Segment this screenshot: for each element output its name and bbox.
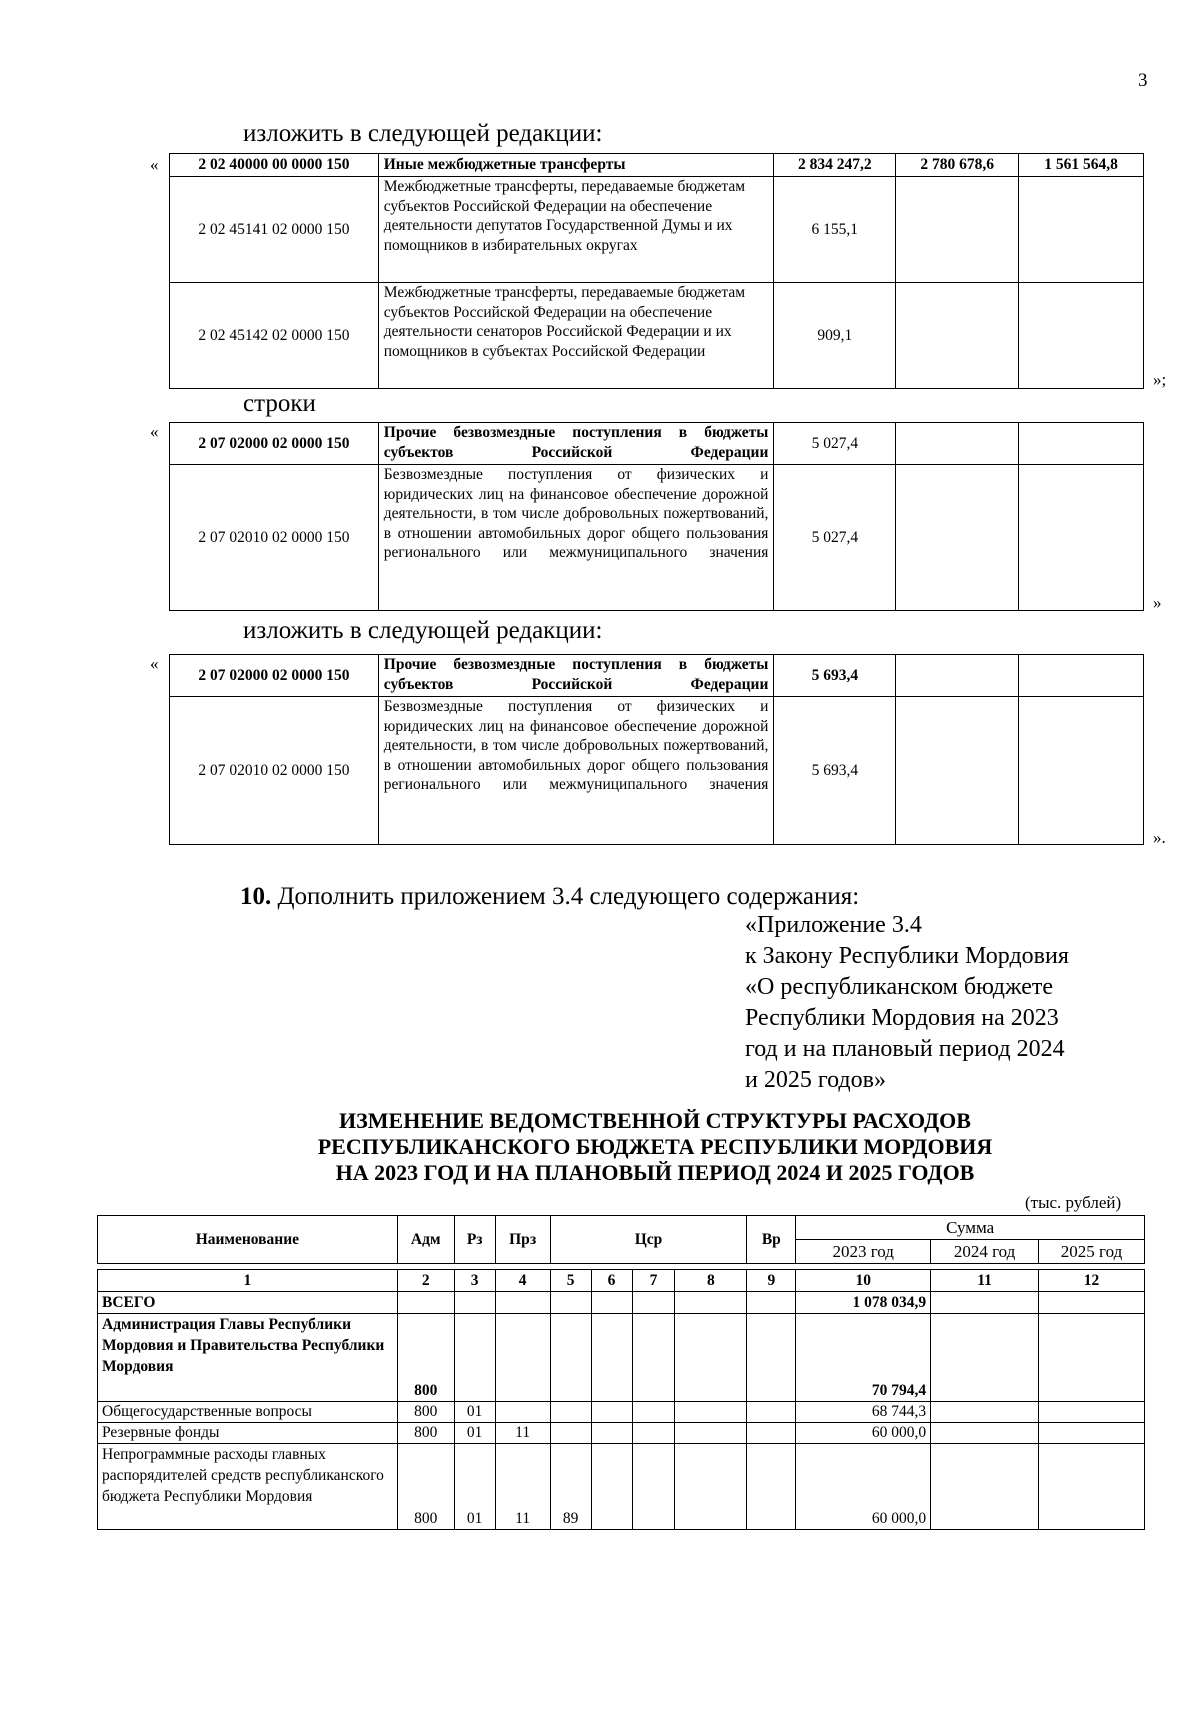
cell-adm: 800 — [397, 1314, 454, 1402]
col-number: 7 — [632, 1270, 675, 1292]
cell-name: Межбюджетные трансферты, передаваемые бюджетам субъектов Российской Федерации на обеспечение деятельности депутатов Государственной Думы и их помощников в избирательных округах — [378, 177, 774, 283]
cell-2023: 68 744,3 — [796, 1402, 931, 1423]
cell-2025 — [1039, 1314, 1145, 1402]
cell-value-3 — [1019, 697, 1144, 845]
table-row — [170, 154, 1144, 177]
cell-rz — [454, 1292, 495, 1314]
cell-rz: 01 — [454, 1423, 495, 1444]
table-row — [170, 655, 1144, 697]
cell-name: Прочие безвозмездные поступления в бюджеты субъектов Российской Федерации — [378, 423, 774, 465]
cell-rz — [454, 1314, 495, 1402]
cell-csr-3 — [632, 1292, 675, 1314]
cell-2023: 60 000,0 — [796, 1423, 931, 1444]
cell-2023: 60 000,0 — [796, 1444, 931, 1530]
cell-csr-2 — [591, 1292, 632, 1314]
annex-line: Республики Мордовия на 2023 — [745, 1005, 1059, 1031]
cell-csr-2 — [591, 1402, 632, 1423]
header-2024: 2024 год — [931, 1240, 1039, 1264]
cell-name: Непрограммные расходы главных распорядителей средств республиканского бюджета Республики Мордовия — [98, 1444, 398, 1530]
cell-rz: 01 — [454, 1444, 495, 1530]
cell-vr — [747, 1444, 796, 1530]
table-row — [170, 465, 1144, 611]
annex-line: и 2025 годов» — [745, 1067, 886, 1093]
col-number: 5 — [550, 1270, 591, 1292]
header-sum: Сумма — [796, 1216, 1145, 1240]
header-row — [98, 1216, 1145, 1240]
header-vr: Вр — [747, 1216, 796, 1264]
cell-code: 2 02 45142 02 0000 150 — [170, 283, 379, 389]
table-row — [170, 283, 1144, 389]
cell-csr-1: 89 — [550, 1444, 591, 1530]
cell-prz: 11 — [495, 1444, 550, 1530]
cell-vr — [747, 1402, 796, 1423]
cell-value-2 — [896, 465, 1019, 611]
cell-csr-2 — [591, 1444, 632, 1530]
cell-2024 — [931, 1444, 1039, 1530]
table-row — [98, 1292, 1145, 1314]
cell-vr — [747, 1292, 796, 1314]
cell-vr — [747, 1314, 796, 1402]
cell-csr-1 — [550, 1423, 591, 1444]
col-number: 8 — [675, 1270, 747, 1292]
cell-csr-3 — [632, 1444, 675, 1530]
cell-csr-4 — [675, 1423, 747, 1444]
header-rz: Рз — [454, 1216, 495, 1264]
cell-value-2 — [896, 177, 1019, 283]
cell-name: Общегосударственные вопросы — [98, 1402, 398, 1423]
page-number: 3 — [1138, 70, 1148, 91]
quote-open-1: « — [150, 155, 159, 174]
cell-value-1: 5 027,4 — [774, 423, 896, 465]
cell-csr-4 — [675, 1292, 747, 1314]
annex-line: «Приложение 3.4 — [745, 912, 922, 938]
quote-open-3: « — [150, 654, 159, 673]
cell-name: Прочие безвозмездные поступления в бюджеты субъектов Российской Федерации — [378, 655, 774, 697]
heading-lines: строки — [243, 390, 316, 417]
quote-open-2: « — [150, 422, 159, 441]
cell-2024 — [931, 1292, 1039, 1314]
cell-value-3: 1 561 564,8 — [1019, 154, 1144, 177]
cell-code: 2 07 02000 02 0000 150 — [170, 423, 379, 465]
heading-new-edition-2: изложить в следующей редакции: — [243, 617, 603, 644]
cell-value-3 — [1019, 177, 1144, 283]
cell-2024 — [931, 1423, 1039, 1444]
header-csr: Цср — [550, 1216, 747, 1264]
cell-2023: 70 794,4 — [796, 1314, 931, 1402]
col-number: 10 — [796, 1270, 931, 1292]
cell-code: 2 02 40000 00 0000 150 — [170, 154, 379, 177]
cell-adm: 800 — [397, 1444, 454, 1530]
cell-value-3 — [1019, 423, 1144, 465]
col-number: 9 — [747, 1270, 796, 1292]
cell-name: Безвозмездные поступления от физических и юридических лиц на финансовое обеспечение дорожной деятельности, в том числе добровольных пожертвований, в отношении автомобильных дорог общего пользования регионального или межмуниципального значения — [378, 697, 774, 845]
item-10-text: Дополнить приложением 3.4 следующего содержания: — [277, 883, 860, 910]
quote-close-3: ». — [1153, 828, 1166, 847]
cell-2025 — [1039, 1423, 1145, 1444]
cell-value-3 — [1019, 465, 1144, 611]
annex-title — [160, 1108, 1150, 1186]
cell-prz — [495, 1292, 550, 1314]
col-number: 1 — [98, 1270, 398, 1292]
cell-2024 — [931, 1402, 1039, 1423]
col-number: 6 — [591, 1270, 632, 1292]
col-number: 4 — [495, 1270, 550, 1292]
quote-close-2: » — [1153, 593, 1162, 612]
header-adm: Адм — [397, 1216, 454, 1264]
cell-csr-2 — [591, 1314, 632, 1402]
units-label: (тыс. рублей) — [1025, 1193, 1122, 1212]
cell-csr-3 — [632, 1423, 675, 1444]
cell-value-1: 2 834 247,2 — [774, 154, 896, 177]
cell-name: Межбюджетные трансферты, передаваемые бюджетам субъектов Российской Федерации на обеспечение деятельности сенаторов Российской Федерации и их помощников в субъектах Российской Федерации — [378, 283, 774, 389]
cell-value-3 — [1019, 655, 1144, 697]
cell-value-3 — [1019, 283, 1144, 389]
item-10-number: 10. — [240, 883, 272, 910]
col-number: 2 — [397, 1270, 454, 1292]
cell-adm: 800 — [397, 1423, 454, 1444]
cell-value-2: 2 780 678,6 — [896, 154, 1019, 177]
cell-value-2 — [896, 283, 1019, 389]
annex-line: год и на плановый период 2024 — [745, 1036, 1065, 1062]
cell-value-2 — [896, 655, 1019, 697]
table-donations-new — [169, 654, 1144, 845]
table-row — [170, 177, 1144, 283]
cell-vr — [747, 1423, 796, 1444]
cell-prz — [495, 1314, 550, 1402]
header-2025: 2025 год — [1039, 1240, 1145, 1264]
cell-csr-3 — [632, 1314, 675, 1402]
cell-prz: 11 — [495, 1423, 550, 1444]
col-number: 12 — [1039, 1270, 1145, 1292]
cell-2025 — [1039, 1402, 1145, 1423]
annex-block — [745, 910, 1069, 1096]
col-number: 3 — [454, 1270, 495, 1292]
cell-name: ВСЕГО — [98, 1292, 398, 1314]
cell-rz: 01 — [454, 1402, 495, 1423]
table-row — [98, 1402, 1145, 1423]
cell-value-1: 6 155,1 — [774, 177, 896, 283]
cell-csr-2 — [591, 1423, 632, 1444]
cell-csr-1 — [550, 1292, 591, 1314]
table-budget-structure — [97, 1215, 1145, 1530]
cell-2025 — [1039, 1292, 1145, 1314]
cell-code: 2 07 02010 02 0000 150 — [170, 465, 379, 611]
cell-value-1: 5 027,4 — [774, 465, 896, 611]
table-row — [98, 1444, 1145, 1530]
cell-2025 — [1039, 1444, 1145, 1530]
cell-name: Администрация Главы Республики Мордовия и Правительства Республики Мордовия — [98, 1314, 398, 1402]
cell-value-2 — [896, 423, 1019, 465]
cell-name: Резервные фонды — [98, 1423, 398, 1444]
cell-code: 2 02 45141 02 0000 150 — [170, 177, 379, 283]
cell-name: Безвозмездные поступления от физических и юридических лиц на финансовое обеспечение дорожной деятельности, в том числе добровольных пожертвований, в отношении автомобильных дорог общего пользования регионального или межмуниципального значения — [378, 465, 774, 611]
cell-adm — [397, 1292, 454, 1314]
table-transfers — [169, 153, 1144, 389]
cell-csr-4 — [675, 1444, 747, 1530]
cell-value-1: 909,1 — [774, 283, 896, 389]
annex-title-line: НА 2023 ГОД И НА ПЛАНОВЫЙ ПЕРИОД 2024 И 2025 ГОДОВ — [335, 1160, 975, 1185]
heading-new-edition-1: изложить в следующей редакции: — [243, 120, 603, 147]
table-row — [170, 697, 1144, 845]
cell-csr-3 — [632, 1402, 675, 1423]
header-2023: 2023 год — [796, 1240, 931, 1264]
cell-2024 — [931, 1314, 1039, 1402]
annex-title-line: РЕСПУБЛИКАНСКОГО БЮДЖЕТА РЕСПУБЛИКИ МОРДОВИЯ — [317, 1134, 993, 1159]
table-donations-old — [169, 422, 1144, 611]
header-name: Наименование — [98, 1216, 398, 1264]
cell-name: Иные межбюджетные трансферты — [378, 154, 774, 177]
cell-csr-1 — [550, 1402, 591, 1423]
cell-value-1: 5 693,4 — [774, 697, 896, 845]
header-prz: Прз — [495, 1216, 550, 1264]
table-row — [98, 1423, 1145, 1444]
quote-close-1: »; — [1153, 370, 1167, 389]
cell-value-1: 5 693,4 — [774, 655, 896, 697]
cell-code: 2 07 02010 02 0000 150 — [170, 697, 379, 845]
cell-adm: 800 — [397, 1402, 454, 1423]
cell-code: 2 07 02000 02 0000 150 — [170, 655, 379, 697]
cell-csr-4 — [675, 1314, 747, 1402]
cell-value-2 — [896, 697, 1019, 845]
cell-csr-1 — [550, 1314, 591, 1402]
table-row — [170, 423, 1144, 465]
cell-csr-4 — [675, 1402, 747, 1423]
annex-line: «О республиканском бюджете — [745, 974, 1054, 1000]
cell-prz — [495, 1402, 550, 1423]
annex-title-line: ИЗМЕНЕНИЕ ВЕДОМСТВЕННОЙ СТРУКТУРЫ РАСХОДОВ — [339, 1108, 971, 1133]
column-number-row — [98, 1270, 1145, 1292]
cell-2023: 1 078 034,9 — [796, 1292, 931, 1314]
table-row — [98, 1314, 1145, 1402]
item-10 — [240, 883, 859, 911]
annex-line: к Закону Республики Мордовия — [745, 943, 1069, 969]
col-number: 11 — [931, 1270, 1039, 1292]
